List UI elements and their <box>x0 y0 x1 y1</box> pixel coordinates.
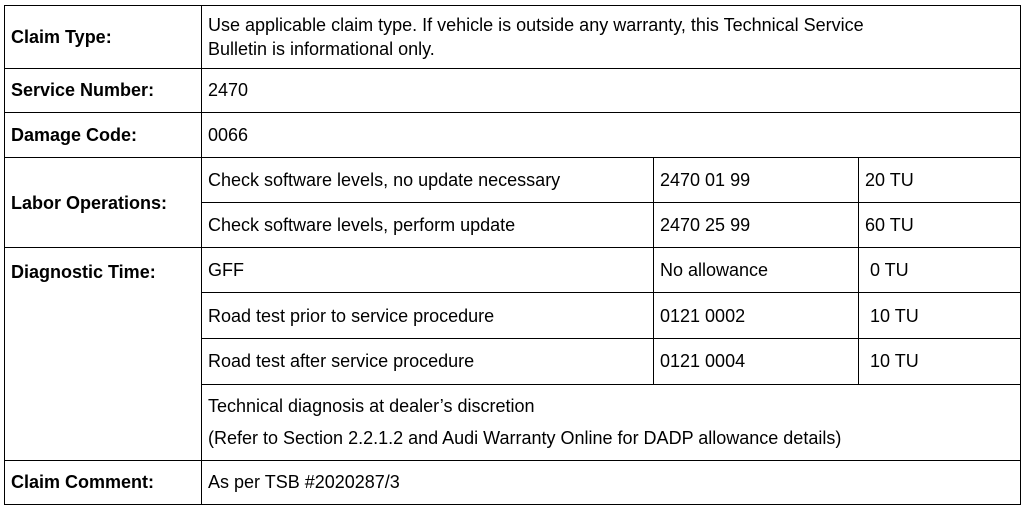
claim-type-row <box>5 6 1021 69</box>
labor-op-code: 2470 01 99 <box>654 157 859 202</box>
damage-code-value: 0066 <box>202 112 1021 157</box>
claim-type-line-2: Bulletin is informational only. <box>208 38 435 59</box>
claim-type-label: Claim Type: <box>5 6 202 69</box>
service-number-row <box>5 68 1021 112</box>
diagnostic-description: GFF <box>202 248 654 293</box>
claim-type-value <box>202 6 1021 69</box>
diagnostic-time-label: Diagnostic Time: <box>5 248 202 461</box>
labor-op-description: Check software levels, perform update <box>202 203 654 248</box>
claim-type-line-1: Use applicable claim type. If vehicle is outside any warranty, this Technical Service <box>208 14 864 35</box>
labor-operation-row <box>5 157 1021 202</box>
labor-op-time: 20 TU <box>859 157 1021 202</box>
service-number-value: 2470 <box>202 68 1021 112</box>
service-number-label: Service Number: <box>5 68 202 112</box>
diagnostic-time: 10 TU <box>859 293 1021 338</box>
claim-comment-value: As per TSB #2020287/3 <box>202 460 1021 504</box>
labor-op-time: 60 TU <box>859 203 1021 248</box>
warranty-claim-table <box>4 5 1021 505</box>
diagnostic-note <box>202 384 1021 460</box>
diagnostic-row <box>5 248 1021 293</box>
diagnostic-note-line-2: (Refer to Section 2.2.1.2 and Audi Warranty Online for DADP allowance details) <box>208 428 842 449</box>
diagnostic-code: No allowance <box>654 248 859 293</box>
labor-op-code: 2470 25 99 <box>654 203 859 248</box>
diagnostic-description: Road test prior to service procedure <box>202 293 654 338</box>
claim-comment-row <box>5 460 1021 504</box>
claim-comment-label: Claim Comment: <box>5 460 202 504</box>
diagnostic-description: Road test after service procedure <box>202 338 654 384</box>
damage-code-label: Damage Code: <box>5 112 202 157</box>
diagnostic-time: 10 TU <box>859 338 1021 384</box>
diagnostic-code: 0121 0002 <box>654 293 859 338</box>
damage-code-row <box>5 112 1021 157</box>
diagnostic-time: 0 TU <box>859 248 1021 293</box>
diagnostic-code: 0121 0004 <box>654 338 859 384</box>
labor-operations-label: Labor Operations: <box>5 157 202 247</box>
labor-op-description: Check software levels, no update necessary <box>202 157 654 202</box>
diagnostic-note-line-1: Technical diagnosis at dealer’s discretion <box>208 396 535 417</box>
